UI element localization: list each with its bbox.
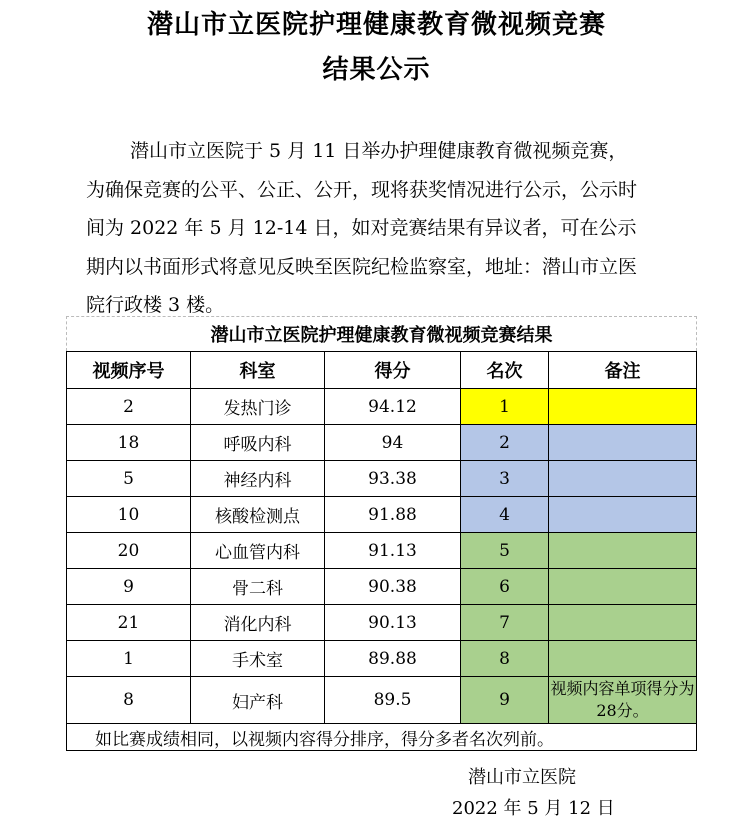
table-row <box>67 641 697 677</box>
cell-score: 89.5 <box>325 677 461 724</box>
cell-video-no: 10 <box>67 497 191 533</box>
cell-rank: 1 <box>461 389 549 425</box>
document-subtitle: 结果公示 <box>322 55 431 85</box>
table-row <box>67 461 697 497</box>
cell-video-no: 5 <box>67 461 191 497</box>
table-row <box>67 569 697 605</box>
cell-dept: 核酸检测点 <box>191 497 325 533</box>
cell-rank: 8 <box>461 641 549 677</box>
cell-note <box>549 389 697 425</box>
cell-video-no: 2 <box>67 389 191 425</box>
table-row <box>67 605 697 641</box>
header-rank: 名次 <box>461 352 549 389</box>
table-row <box>67 677 697 724</box>
table-caption: 潜山市立医院护理健康教育微视频竞赛结果 <box>67 317 697 352</box>
table-header-row <box>67 352 697 389</box>
cell-note <box>549 461 697 497</box>
cell-dept: 消化内科 <box>191 605 325 641</box>
table-row <box>67 425 697 461</box>
cell-rank: 2 <box>461 425 549 461</box>
cell-rank: 5 <box>461 533 549 569</box>
header-dept: 科室 <box>191 352 325 389</box>
cell-rank: 9 <box>461 677 549 724</box>
results-table-wrapper <box>66 316 697 751</box>
cell-dept: 手术室 <box>191 641 325 677</box>
cell-score: 94.12 <box>325 389 461 425</box>
cell-video-no: 8 <box>67 677 191 724</box>
cell-dept: 神经内科 <box>191 461 325 497</box>
table-caption-row <box>67 317 697 352</box>
cell-note <box>549 641 697 677</box>
intro-text: 潜山市立医院于 5 月 11 日举办护理健康教育微视频竞赛，为确保竞赛的公平、公正、公开，现将获奖情况进行公示，公示时间为 2022 年 5 月 12-14 日，如对竞赛结果有异议者，可在公示期内以书面形式将意见反映至医院纪检监察室，地址：潜山市立医院行政楼 3 楼。 <box>86 140 638 316</box>
cell-rank: 3 <box>461 461 549 497</box>
cell-score: 91.13 <box>325 533 461 569</box>
cell-dept: 骨二科 <box>191 569 325 605</box>
cell-note <box>549 425 697 461</box>
cell-video-no: 18 <box>67 425 191 461</box>
cell-dept: 妇产科 <box>191 677 325 724</box>
cell-rank: 7 <box>461 605 549 641</box>
document-title: 潜山市立医院护理健康教育微视频竞赛 <box>146 10 606 40</box>
cell-note: 视频内容单项得分为28分。 <box>549 677 697 724</box>
header-score: 得分 <box>325 352 461 389</box>
cell-dept: 发热门诊 <box>191 389 325 425</box>
cell-note <box>549 605 697 641</box>
cell-video-no: 1 <box>67 641 191 677</box>
table-row <box>67 533 697 569</box>
cell-video-no: 20 <box>67 533 191 569</box>
date: 2022 年 5 月 12 日 <box>452 798 615 819</box>
signature: 潜山市立医院 <box>468 767 576 788</box>
cell-score: 94 <box>325 425 461 461</box>
cell-score: 93.38 <box>325 461 461 497</box>
cell-score: 90.13 <box>325 605 461 641</box>
cell-video-no: 21 <box>67 605 191 641</box>
table-row <box>67 497 697 533</box>
cell-note <box>549 497 697 533</box>
results-table <box>66 316 697 751</box>
cell-rank: 6 <box>461 569 549 605</box>
table-footnote: 如比赛成绩相同，以视频内容得分排序，得分多者名次列前。 <box>67 724 697 751</box>
table-footnote-row <box>67 724 697 751</box>
cell-score: 89.88 <box>325 641 461 677</box>
cell-video-no: 9 <box>67 569 191 605</box>
cell-dept: 心血管内科 <box>191 533 325 569</box>
cell-rank: 4 <box>461 497 549 533</box>
header-note: 备注 <box>549 352 697 389</box>
cell-dept: 呼吸内科 <box>191 425 325 461</box>
cell-score: 91.88 <box>325 497 461 533</box>
table-row <box>67 389 697 425</box>
cell-score: 90.38 <box>325 569 461 605</box>
intro-paragraph <box>86 132 646 325</box>
cell-note <box>549 569 697 605</box>
cell-note <box>549 533 697 569</box>
header-video-no: 视频序号 <box>67 352 191 389</box>
